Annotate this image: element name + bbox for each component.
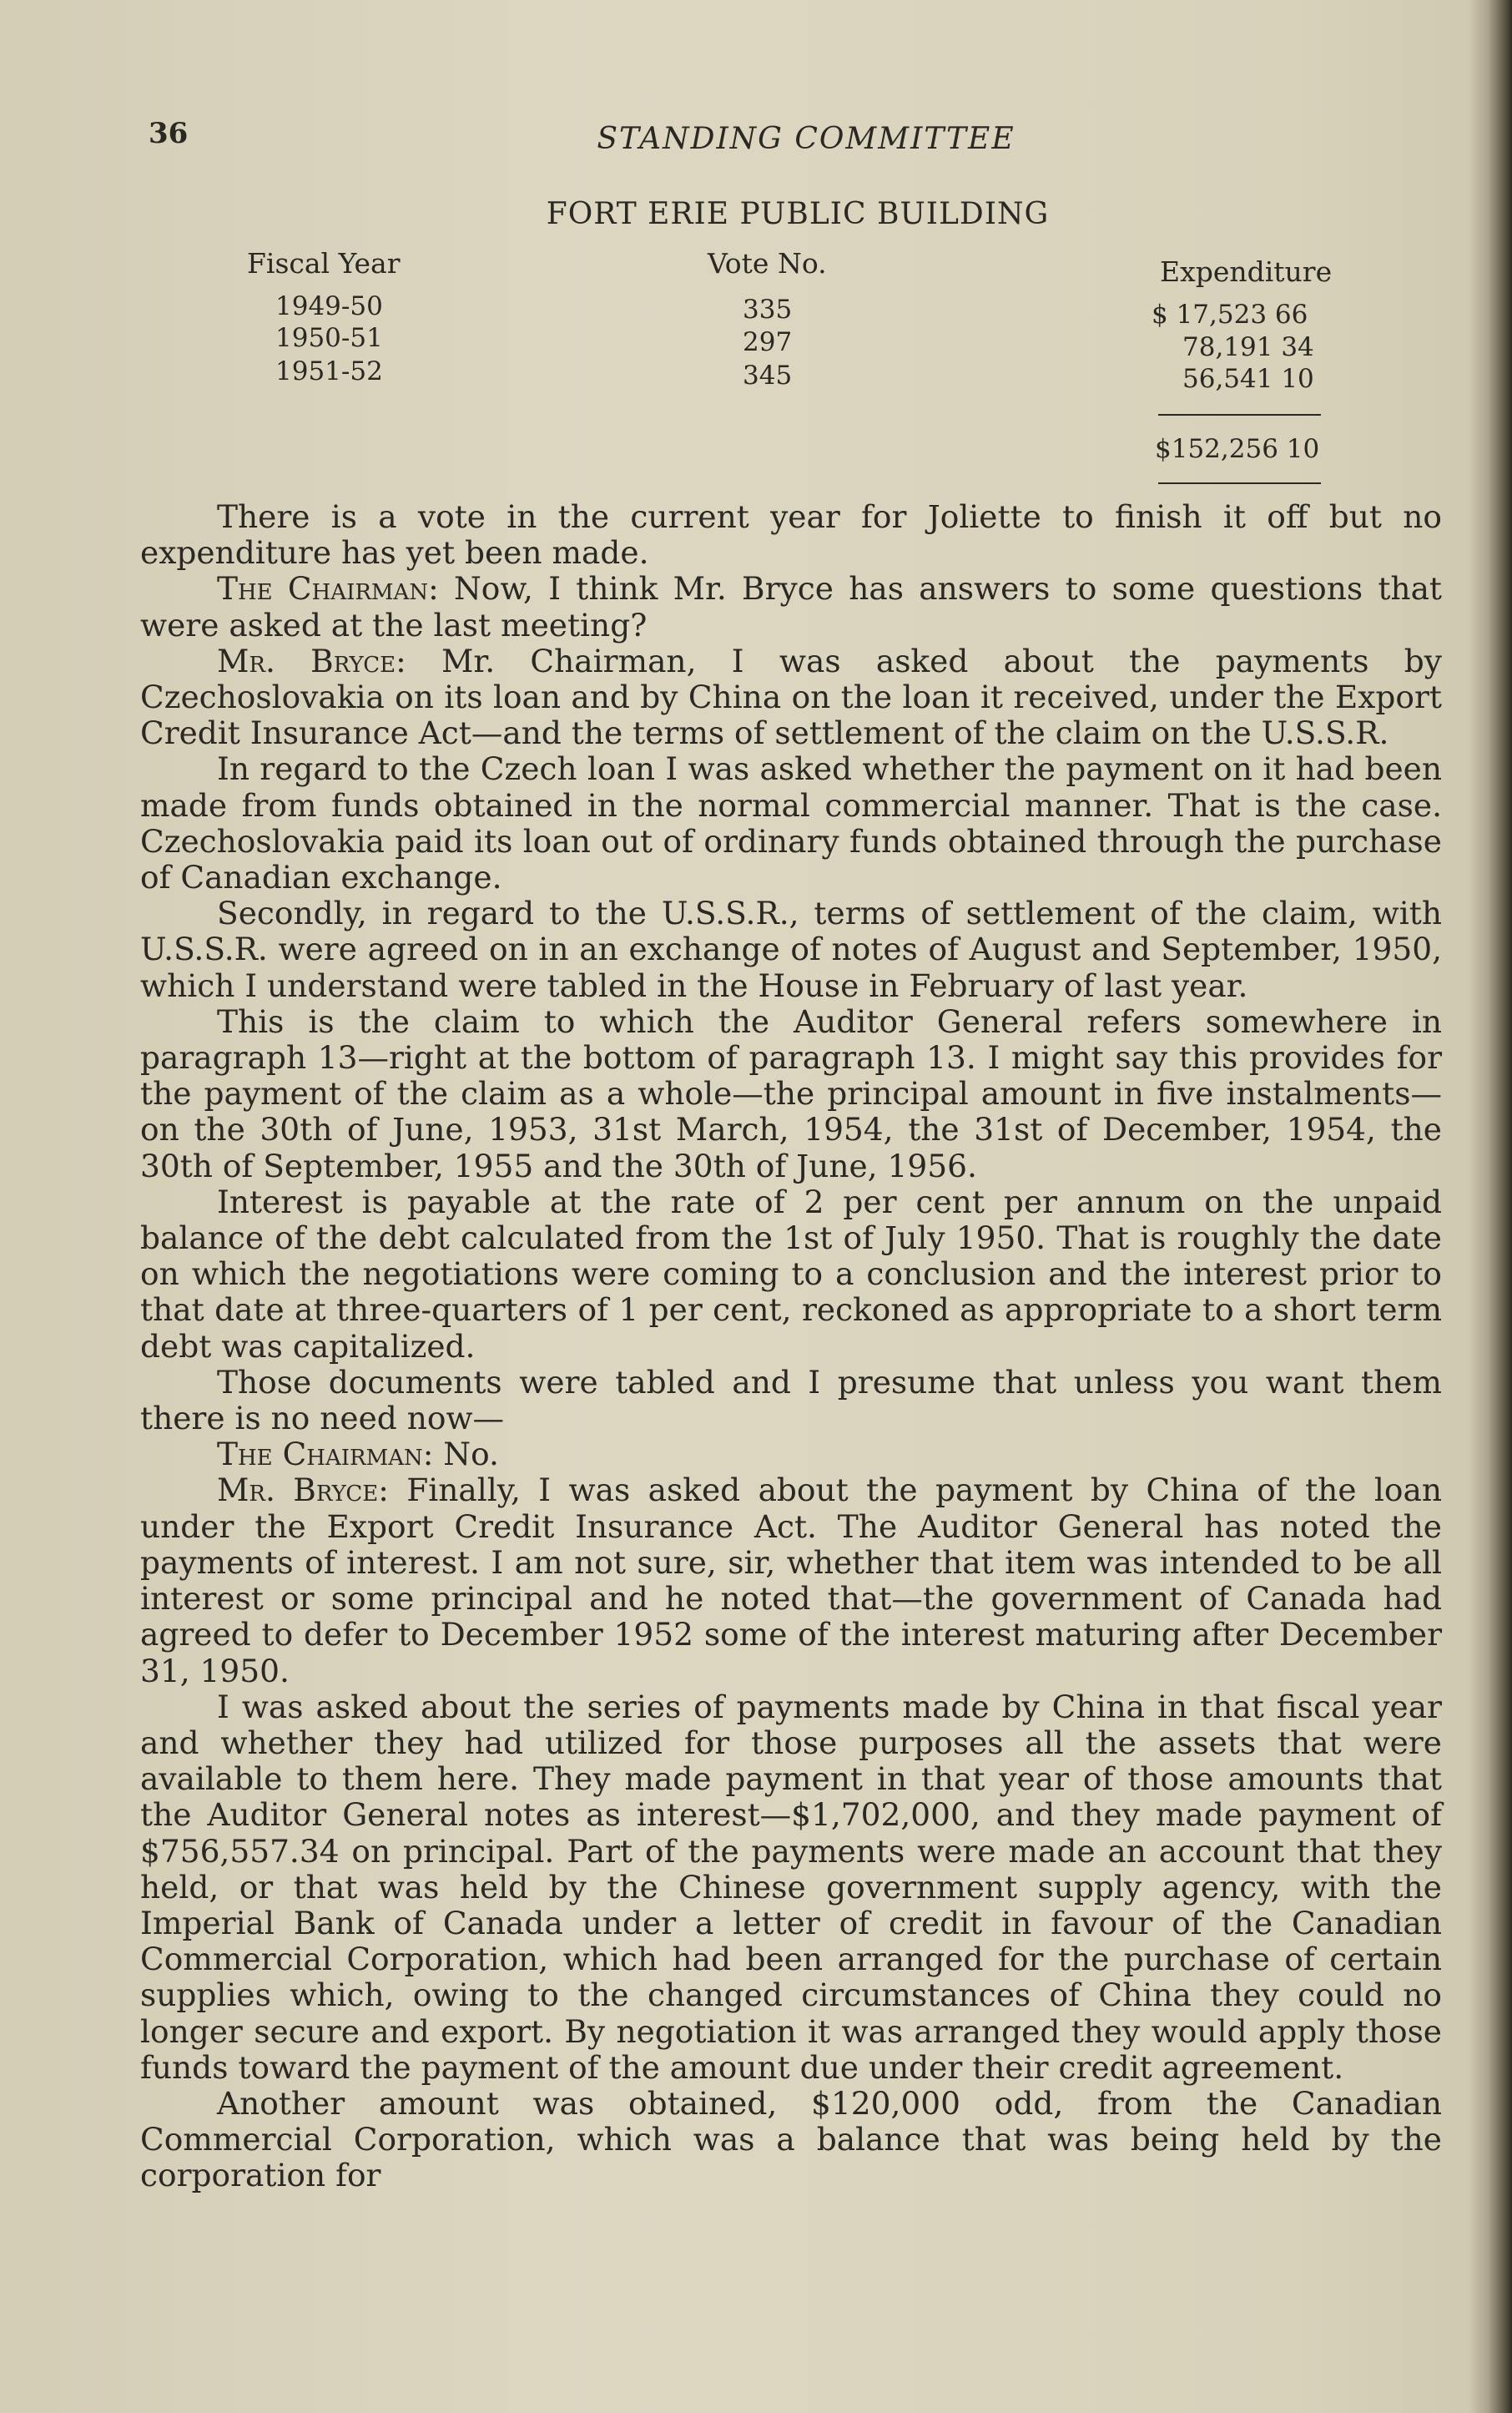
- paragraph-text: Another amount was obtained, $120,000 odd, from the Canadian Commercial Corporation, which was a balance that was being held by the corporation for: [140, 2084, 1442, 2194]
- paragraph-text: No.: [433, 1436, 499, 1473]
- paragraph: [140, 1004, 1442, 1184]
- paragraph: [140, 2086, 1442, 2194]
- speaker-name: The Chairman:: [217, 570, 439, 608]
- paragraph: [140, 571, 1442, 643]
- table-cell-vote: 335: [743, 295, 793, 325]
- paragraph: [140, 1689, 1442, 2086]
- paragraph: [140, 896, 1442, 1004]
- table-cell-year: 1949-50: [275, 291, 383, 321]
- total-rule-bottom: [1158, 482, 1321, 484]
- table-cell-vote: 297: [743, 327, 793, 357]
- paragraph: [140, 1436, 1442, 1472]
- column-header-vote-no: Vote No.: [708, 247, 827, 280]
- speaker-name: The Chairman:: [217, 1436, 434, 1473]
- paragraph: [140, 499, 1442, 571]
- paragraph-text: There is a vote in the current year for Joliette to finish it off but no expenditure has yet been made.: [140, 498, 1442, 572]
- speaker-name: Mr. Bryce:: [217, 642, 406, 679]
- paragraph: [140, 644, 1442, 752]
- paragraph-text: Secondly, in regard to the U.S.S.R., terms of settlement of the claim, with U.S.S.R. were agreed on in an exchange of notes of August and September, 1950, which I understand were tabled in the House in February of last year.: [140, 895, 1442, 1004]
- paragraph-text: Mr. Chairman, I was asked about the payments by Czechoslovakia on its loan and by China on the loan it received, under the Export Credit Insurance Act—and the terms of settlement of the claim on the U.S.S.R.: [140, 642, 1442, 752]
- paragraph-text: I was asked about the series of payments made by China in that fiscal year and whether they had utilized for those purposes all the assets that were available to them here. They made payment in that year of those amounts that the Auditor General notes as interest—$1,702,000, and they made payment of $756,557.34 on principal. Part of the payments were made an account that they held, or that was held by the Chinese government supply agency, with the Imperial Bank of Canada under a letter of credit in favour of the Canadian Commercial Corporation, which had been arranged for the purchase of certain supplies which, owing to the changed circumstances of China they could no longer secure and export. By negotiation it was arranged they would apply those funds toward the payment of the amount due under their credit agreement.: [140, 1688, 1442, 2086]
- column-header-fiscal-year: Fiscal Year: [247, 247, 401, 280]
- table-cell-amount: $ 17,523 66: [1152, 300, 1308, 330]
- paragraph-text: In regard to the Czech loan I was asked whether the payment on it had been made from funds obtained in the normal commercial manner. That is the case. Czechoslovakia paid its loan out of ordinary funds obtained through the purchase of Canadian exchange.: [140, 750, 1442, 896]
- paragraph-text: Finally, I was asked about the payment by China of the loan under the Export Credit Insurance Act. The Auditor General has noted the payments of interest. I am not sure, sir, whether that item was intended to be all interest or some principal and he noted that—the government of Canada had agreed to defer to December 1952 some of the interest maturing after December 31, 1950.: [140, 1472, 1442, 1689]
- paragraph-text: Now, I think Mr. Bryce has answers to some questions that were asked at the last meeting?: [140, 570, 1443, 644]
- table-cell-amount: 78,191 34: [1182, 332, 1314, 362]
- paragraph: [140, 1365, 1442, 1436]
- paragraph-text: Those documents were tabled and I presume that unless you want them there is no need now—: [140, 1363, 1442, 1437]
- paragraph: [140, 1184, 1442, 1365]
- paragraph-text: This is the claim to which the Auditor General refers somewhere in paragraph 13—right at the bottom of paragraph 13. I might say this provides for the payment of the claim as a whole—the principal amount in five instalments—on the 30th of June, 1953, 31st March, 1954, the 31st of December, 1954, the 30th of September, 1955 and the 30th of June, 1956.: [140, 1002, 1442, 1184]
- paragraph: [140, 751, 1442, 896]
- paragraph-text: Interest is payable at the rate of 2 per cent per annum on the unpaid balance of the debt calculated from the 1st of July 1950. That is roughly the date on which the negotiations were coming to a conclusion and the interest prior to that date at three-quarters of 1 per cent, reckoned as appropriate to a short term debt was capitalized.: [140, 1183, 1442, 1365]
- binding-edge-shadow: [1469, 0, 1512, 2413]
- paragraph: [140, 1472, 1442, 1689]
- total-rule-top: [1158, 414, 1321, 416]
- table-cell-year: 1951-52: [275, 356, 383, 386]
- running-head: STANDING COMMITTEE: [597, 122, 1016, 156]
- table-cell-year: 1950-51: [275, 323, 383, 353]
- table-cell-vote: 345: [743, 361, 793, 391]
- column-header-expenditure: Expenditure: [1160, 255, 1333, 288]
- table-total: $152,256 10: [1155, 434, 1320, 464]
- speaker-name: Mr. Bryce:: [217, 1472, 389, 1509]
- table-title: FORT ERIE PUBLIC BUILDING: [546, 197, 1050, 231]
- page-number: 36: [149, 117, 189, 150]
- table-cell-amount: 56,541 10: [1182, 364, 1314, 394]
- body-text: [140, 499, 1442, 2194]
